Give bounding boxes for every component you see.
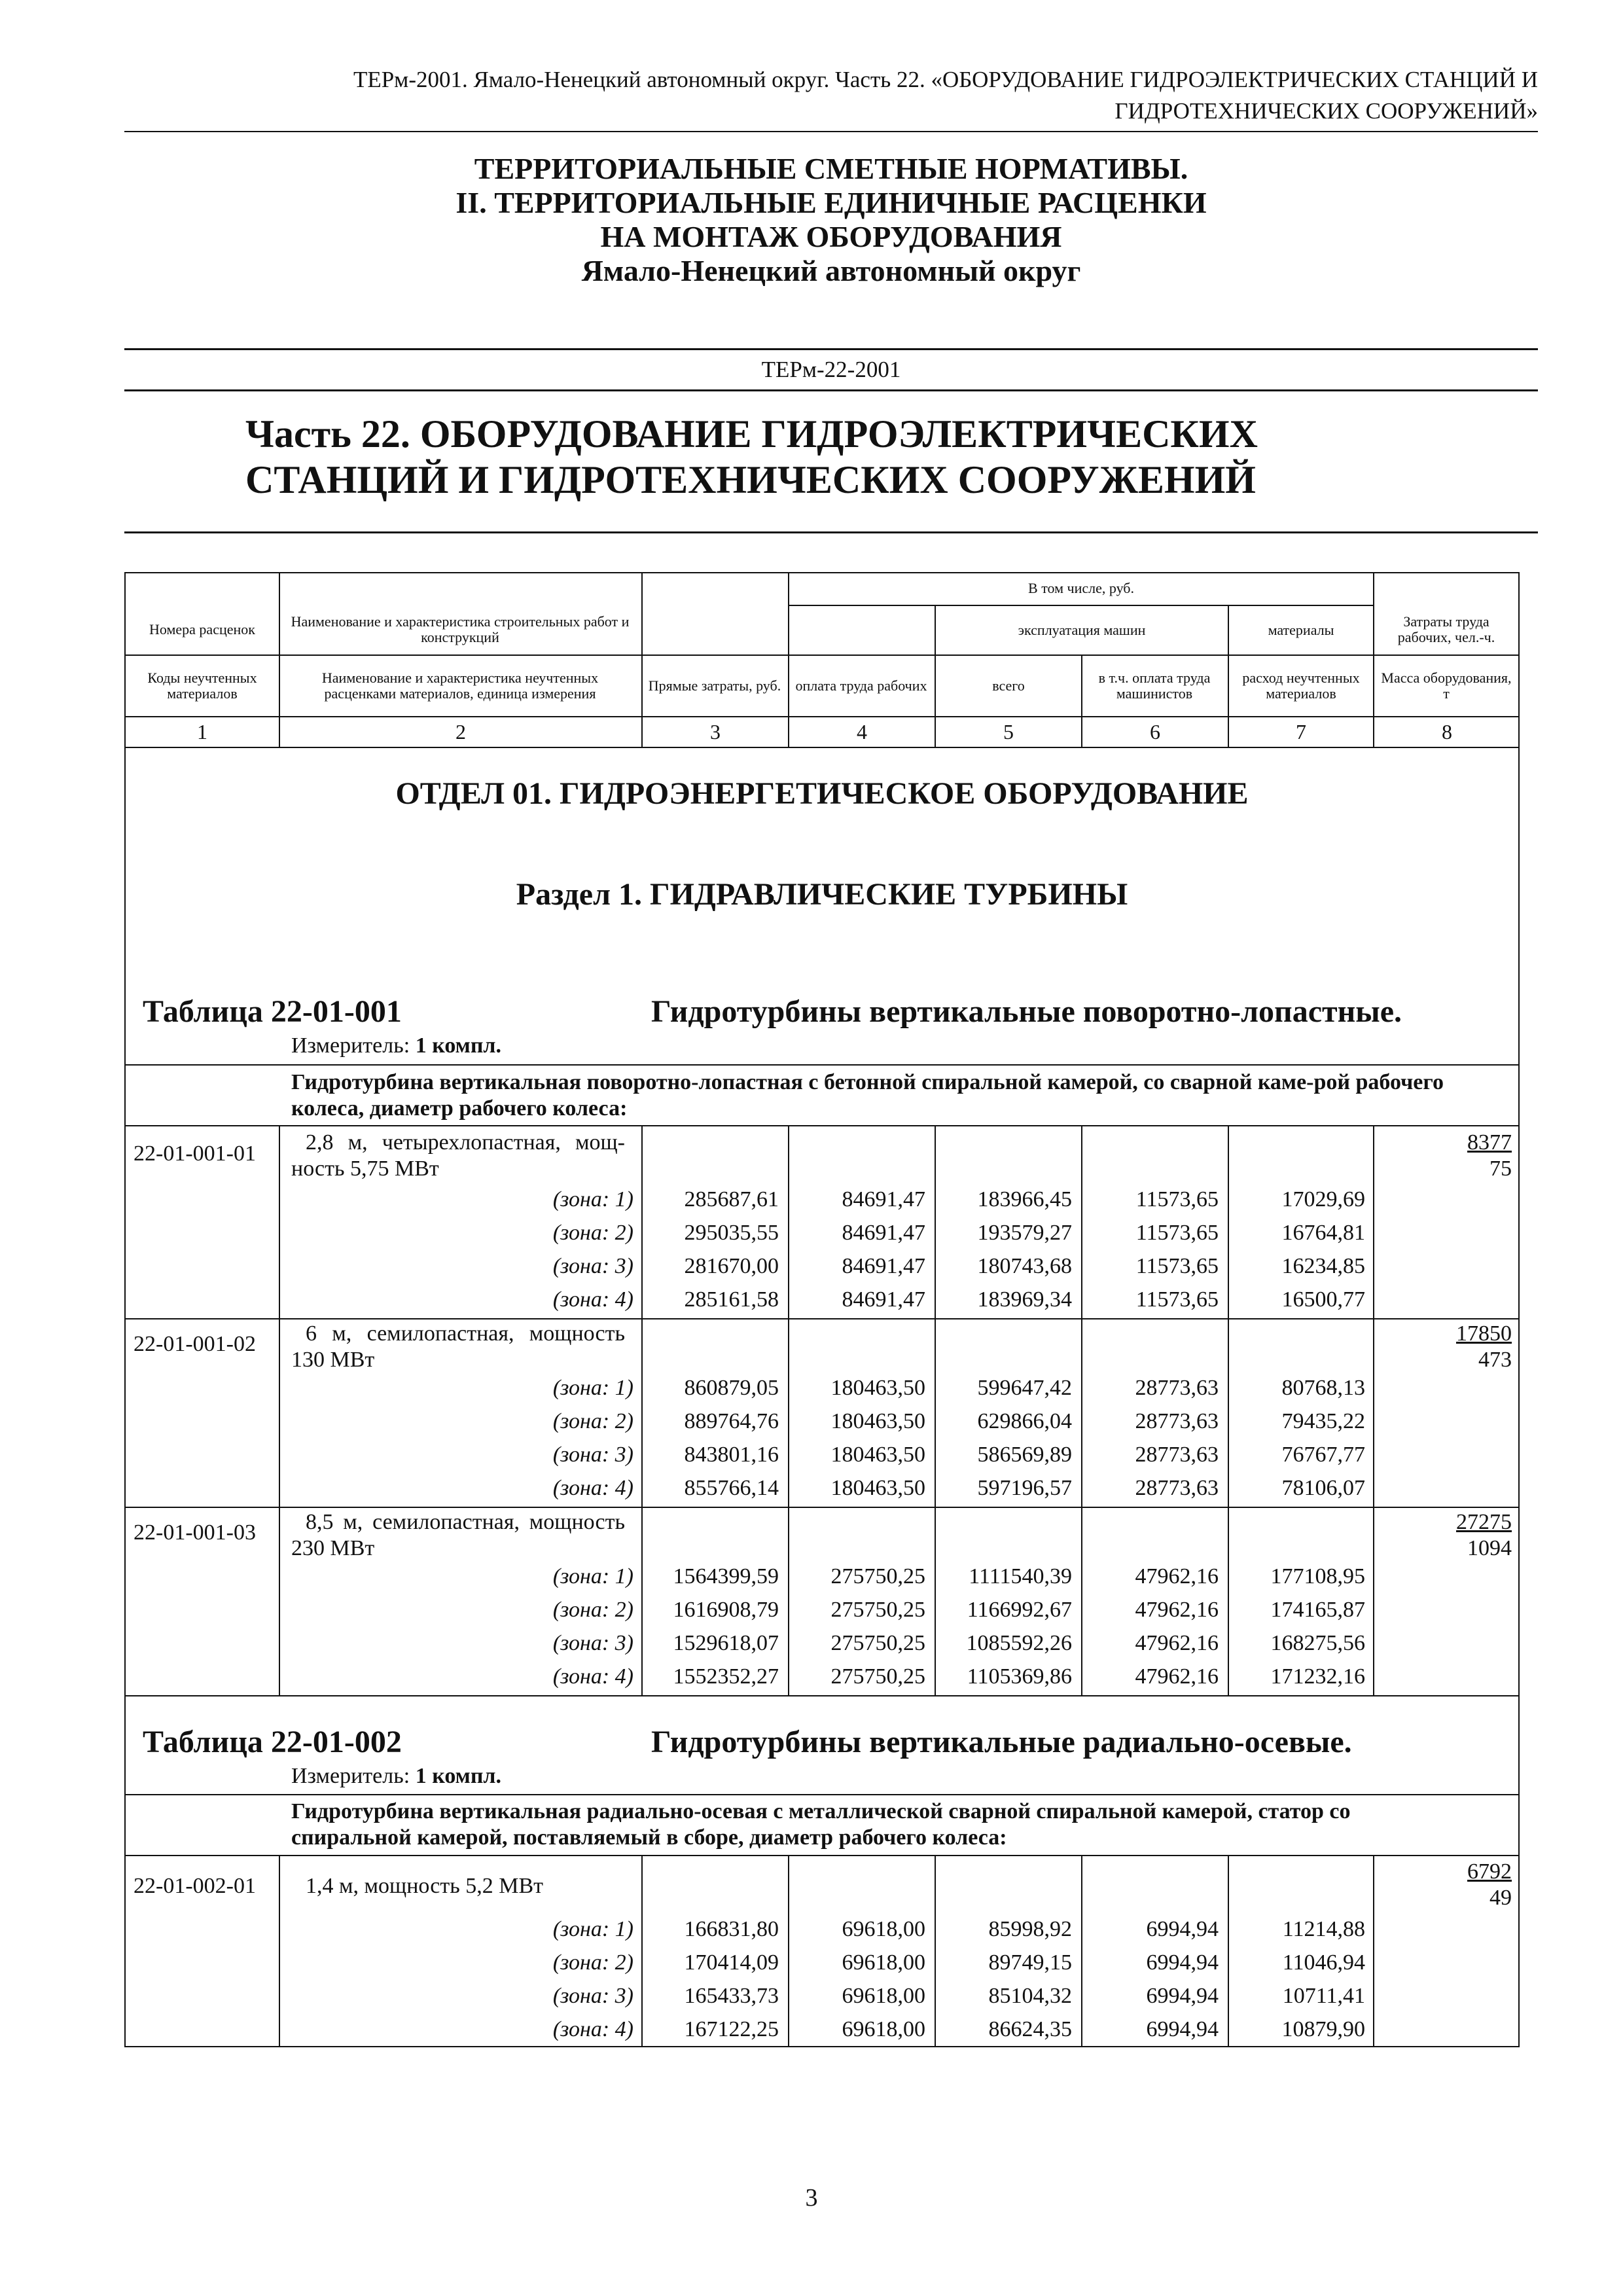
worker-wages: 180463,50 <box>830 1409 925 1433</box>
column-number: 7 <box>1296 720 1306 744</box>
equipment-mass: 1094 <box>1467 1536 1512 1560</box>
table-1-rule-top <box>124 1064 1520 1066</box>
material-costs: 16234,85 <box>1281 1254 1365 1278</box>
t1-col-divider-1 <box>279 1125 280 1695</box>
operator-wages: 28773,63 <box>1135 1409 1219 1433</box>
column-number: 8 <box>1442 720 1452 744</box>
zone-label: (зона: 4) <box>552 1287 633 1312</box>
document-code: ТЕРм-22-2001 <box>124 348 1538 391</box>
direct-costs: 1552352,27 <box>673 1664 779 1689</box>
operator-wages: 47962,16 <box>1135 1631 1219 1655</box>
zone-label: (зона: 3) <box>552 1631 633 1655</box>
worker-wages: 69618,00 <box>842 1950 925 1975</box>
rate-code: 22-01-001-02 <box>134 1332 256 1356</box>
table-2-rule-data <box>124 1855 1520 1856</box>
direct-costs: 165433,73 <box>684 1984 779 2008</box>
worker-wages: 69618,00 <box>842 2017 925 2041</box>
header-unaccounted-materials: расход неучтенных материалов <box>1242 670 1360 702</box>
worker-wages: 180463,50 <box>830 1476 925 1500</box>
worker-wages: 69618,00 <box>842 1984 925 2008</box>
material-costs: 11214,88 <box>1282 1917 1365 1941</box>
department-title: ОТДЕЛ 01. ГИДРОЭНЕРГЕТИЧЕСКОЕ ОБОРУДОВАНИЕ <box>395 776 1249 811</box>
header-machines: эксплуатация машин <box>1018 622 1146 638</box>
worker-wages: 275750,25 <box>830 1598 925 1622</box>
zone-label: (зона: 2) <box>552 1221 633 1245</box>
worker-wages: 84691,47 <box>842 1221 925 1245</box>
zone-label: (зона: 2) <box>552 1409 633 1433</box>
machine-costs: 1085592,26 <box>966 1631 1072 1655</box>
material-costs: 16764,81 <box>1281 1221 1365 1245</box>
t1-col-divider-5 <box>1081 1125 1082 1695</box>
operator-wages: 6994,94 <box>1146 2017 1219 2041</box>
header-worker-wages: оплата труда рабочих <box>795 677 927 694</box>
operator-wages: 47962,16 <box>1135 1598 1219 1622</box>
zone-label: (зона: 1) <box>552 1917 633 1941</box>
rate-code: 22-01-001-03 <box>134 1520 256 1545</box>
t2-col-divider-1 <box>279 1855 280 2047</box>
rate-code: 22-01-002-01 <box>134 1874 256 1898</box>
header-direct-costs: Прямые затраты, руб. <box>648 677 781 694</box>
zone-label: (зона: 1) <box>552 1376 633 1400</box>
direct-costs: 285687,61 <box>684 1187 779 1211</box>
worker-wages: 84691,47 <box>842 1254 925 1278</box>
material-costs: 177108,95 <box>1270 1564 1365 1588</box>
header-work-name: Наименование и характеристика строительных работ и конструкций <box>291 613 630 645</box>
direct-costs: 281670,00 <box>684 1254 779 1278</box>
machine-costs: 1166992,67 <box>967 1598 1072 1622</box>
meter-label: Измеритель: <box>291 1764 410 1788</box>
t2-col-divider-5 <box>1081 1855 1082 2047</box>
worker-wages: 275750,25 <box>830 1664 925 1689</box>
equipment-mass: 75 <box>1489 1157 1512 1181</box>
machine-costs: 599647,42 <box>977 1376 1072 1400</box>
material-costs: 78106,07 <box>1281 1476 1365 1500</box>
table-2-name: Гидротурбины вертикальные радиально-осевые. <box>651 1725 1352 1759</box>
direct-costs: 295035,55 <box>684 1221 779 1245</box>
document-title <box>124 152 1538 288</box>
equipment-mass: 473 <box>1478 1348 1512 1372</box>
part-title <box>245 411 1258 503</box>
meter-value: 1 компл. <box>415 1764 502 1788</box>
operator-wages: 28773,63 <box>1135 1476 1219 1500</box>
machine-costs: 1105369,86 <box>967 1664 1072 1689</box>
column-number: 2 <box>455 720 466 744</box>
page-number: 3 <box>805 2184 818 2212</box>
labor-costs: 17850 <box>1456 1321 1512 1346</box>
running-header-line-2: ГИДРОТЕХНИЧЕСКИХ СООРУЖЕНИЙ» <box>1115 98 1538 124</box>
direct-costs: 1564399,59 <box>673 1564 779 1588</box>
direct-costs: 166831,80 <box>684 1917 779 1941</box>
zone-label: (зона: 1) <box>552 1564 633 1588</box>
material-costs: 174165,87 <box>1270 1598 1365 1622</box>
column-number: 5 <box>1003 720 1014 744</box>
rate-name: 2,8 м, четырехлопастная, мощ-ность 5,75 МВт <box>291 1130 625 1181</box>
t1-row-rule-1 <box>124 1318 1520 1319</box>
operator-wages: 28773,63 <box>1135 1376 1219 1400</box>
machine-costs: 85998,92 <box>988 1917 1072 1941</box>
equipment-mass: 49 <box>1489 1886 1512 1910</box>
rate-name: 6 м, семилопастная, мощность 130 МВт <box>291 1321 625 1372</box>
column-number: 1 <box>197 720 207 744</box>
header-rate-number: Номера расценок <box>149 621 255 637</box>
operator-wages: 6994,94 <box>1146 1950 1219 1975</box>
title-line-3: НА МОНТАЖ ОБОРУДОВАНИЯ <box>600 220 1062 253</box>
zone-label: (зона: 4) <box>552 1476 633 1500</box>
t2-col-divider-4 <box>935 1855 936 2047</box>
running-header <box>124 64 1538 127</box>
header-materials: материалы <box>1268 622 1334 638</box>
material-costs: 10711,41 <box>1282 1984 1365 2008</box>
t1-col-divider-7 <box>1373 1125 1374 1695</box>
rate-code: 22-01-001-01 <box>134 1141 256 1166</box>
machine-costs: 586569,89 <box>977 1443 1072 1467</box>
material-costs: 17029,69 <box>1281 1187 1365 1211</box>
title-line-1: ТЕРРИТОРИАЛЬНЫЕ СМЕТНЫЕ НОРМАТИВЫ. <box>474 152 1188 185</box>
zone-label: (зона: 4) <box>552 2017 633 2041</box>
table-1-group-description: Гидротурбина вертикальная поворотно-лопастная с бетонной спиральной камерой, со сварной каме-рой рабочего колеса, диаметр рабочего колеса: <box>291 1070 1444 1121</box>
material-costs: 10879,90 <box>1281 2017 1365 2041</box>
material-costs: 79435,22 <box>1281 1409 1365 1433</box>
header-rule <box>124 131 1538 132</box>
labor-costs: 27275 <box>1456 1510 1512 1534</box>
table-2-id: Таблица 22-01-002 <box>143 1725 402 1759</box>
operator-wages: 47962,16 <box>1135 1664 1219 1689</box>
zone-label: (зона: 3) <box>552 1254 633 1278</box>
machine-costs: 85104,32 <box>988 1984 1072 2008</box>
labor-costs: 8377 <box>1467 1130 1512 1155</box>
meter-value: 1 компл. <box>415 1033 502 1058</box>
operator-wages: 11573,65 <box>1135 1221 1219 1245</box>
t1-col-divider-6 <box>1228 1125 1229 1695</box>
operator-wages: 47962,16 <box>1135 1564 1219 1588</box>
table-1-id: Таблица 22-01-001 <box>143 994 402 1029</box>
chapter-title: Раздел 1. ГИДРАВЛИЧЕСКИЕ ТУРБИНЫ <box>516 877 1128 912</box>
operator-wages: 11573,65 <box>1135 1187 1219 1211</box>
labor-and-mass <box>1374 1859 1512 1911</box>
table-2-meter <box>291 1763 501 1789</box>
table-1-meter <box>291 1033 501 1059</box>
meter-label: Измеритель: <box>291 1033 410 1058</box>
zone-label: (зона: 3) <box>552 1443 633 1467</box>
machine-costs: 86624,35 <box>988 2017 1072 2041</box>
direct-costs: 855766,14 <box>684 1476 779 1500</box>
t1-row-rule-2 <box>124 1507 1520 1508</box>
direct-costs: 285161,58 <box>684 1287 779 1312</box>
t1-col-divider-4 <box>935 1125 936 1695</box>
worker-wages: 180463,50 <box>830 1376 925 1400</box>
zone-label: (зона: 3) <box>552 1984 633 2008</box>
t2-col-divider-6 <box>1228 1855 1229 2047</box>
rate-name: 1,4 м, мощность 5,2 МВт <box>306 1874 543 1898</box>
header-equipment-mass: Масса оборудования, т <box>1381 670 1512 702</box>
column-number: 3 <box>710 720 721 744</box>
table-1-rule-data <box>124 1125 1520 1126</box>
worker-wages: 84691,47 <box>842 1287 925 1312</box>
worker-wages: 275750,25 <box>830 1631 925 1655</box>
machine-costs: 89749,15 <box>988 1950 1072 1975</box>
title-line-2: II. ТЕРРИТОРИАЛЬНЫЕ ЕДИНИЧНЫЕ РАСЦЕНКИ <box>455 186 1207 219</box>
table-2-rule-top <box>124 1794 1520 1795</box>
machine-costs: 629866,04 <box>977 1409 1072 1433</box>
operator-wages: 11573,65 <box>1135 1254 1219 1278</box>
header-operator-wages: в т.ч. оплата труда машинистов <box>1098 670 1211 702</box>
worker-wages: 69618,00 <box>842 1917 925 1941</box>
header-material-codes: Коды неучтенных материалов <box>147 670 257 702</box>
machine-costs: 597196,57 <box>977 1476 1072 1500</box>
direct-costs: 167122,25 <box>684 2017 779 2041</box>
operator-wages: 6994,94 <box>1146 1917 1219 1941</box>
worker-wages: 275750,25 <box>830 1564 925 1588</box>
material-costs: 168275,56 <box>1270 1631 1365 1655</box>
operator-wages: 11573,65 <box>1135 1287 1219 1312</box>
column-number: 4 <box>857 720 867 744</box>
labor-and-mass <box>1374 1130 1512 1182</box>
direct-costs: 860879,05 <box>684 1376 779 1400</box>
direct-costs: 889764,76 <box>684 1409 779 1433</box>
machine-costs: 183969,34 <box>977 1287 1072 1312</box>
t2-col-divider-2 <box>641 1855 643 2047</box>
part-rule <box>124 531 1538 533</box>
material-costs: 16500,77 <box>1281 1287 1365 1312</box>
direct-costs: 170414,09 <box>684 1950 779 1975</box>
worker-wages: 180463,50 <box>830 1443 925 1467</box>
labor-and-mass <box>1374 1509 1512 1562</box>
direct-costs: 843801,16 <box>684 1443 779 1467</box>
t1-row-rule-3 <box>124 1695 1520 1696</box>
t1-col-divider-2 <box>641 1125 643 1695</box>
t2-col-divider-3 <box>788 1855 789 2047</box>
material-costs: 76767,77 <box>1281 1443 1365 1467</box>
table-2-group-description: Гидротурбина вертикальная радиально-осевая с металлической сварной спиральной камерой, статор со спиральной камерой, поставляемый в сборе, диаметр рабочего колеса: <box>291 1799 1351 1850</box>
rate-name: 8,5 м, семилопастная, мощность 230 МВт <box>291 1510 625 1560</box>
machine-costs: 1111540,39 <box>969 1564 1072 1588</box>
table-1-name: Гидротурбины вертикальные поворотно-лопастные. <box>651 994 1402 1029</box>
material-costs: 11046,94 <box>1282 1950 1365 1975</box>
labor-costs: 6792 <box>1467 1859 1512 1884</box>
zone-label: (зона: 2) <box>552 1598 633 1622</box>
header-labor-costs: Затраты труда рабочих, чел.-ч. <box>1397 613 1495 645</box>
running-header-line-1: ТЕРм-2001. Ямало-Ненецкий автономный округ. Часть 22. «ОБОРУДОВАНИЕ ГИДРОЭЛЕКТРИЧЕСКИХ СТАНЦИЙ И <box>353 67 1538 92</box>
header-including: В том числе, руб. <box>1028 580 1134 596</box>
material-costs: 80768,13 <box>1281 1376 1365 1400</box>
worker-wages: 84691,47 <box>842 1187 925 1211</box>
header-machines-total: всего <box>992 677 1025 694</box>
operator-wages: 6994,94 <box>1146 1984 1219 2008</box>
machine-costs: 180743,68 <box>977 1254 1072 1278</box>
operator-wages: 28773,63 <box>1135 1443 1219 1467</box>
material-costs: 171232,16 <box>1270 1664 1365 1689</box>
machine-costs: 193579,27 <box>977 1221 1072 1245</box>
zone-label: (зона: 4) <box>552 1664 633 1689</box>
direct-costs: 1616908,79 <box>673 1598 779 1622</box>
labor-and-mass <box>1374 1321 1512 1373</box>
t1-col-divider-3 <box>788 1125 789 1695</box>
direct-costs: 1529618,07 <box>673 1631 779 1655</box>
header-material-name: Наименование и характеристика неучтенных расценками материалов, единица измерения <box>321 670 599 702</box>
column-number: 6 <box>1150 720 1160 744</box>
part-title-line-2: СТАНЦИЙ И ГИДРОТЕХНИЧЕСКИХ СООРУЖЕНИЙ <box>245 458 1256 501</box>
machine-costs: 183966,45 <box>977 1187 1072 1211</box>
part-title-line-1: Часть 22. ОБОРУДОВАНИЕ ГИДРОЭЛЕКТРИЧЕСКИХ <box>245 412 1258 456</box>
title-line-4: Ямало-Ненецкий автономный округ <box>581 254 1081 287</box>
zone-label: (зона: 1) <box>552 1187 633 1211</box>
zone-label: (зона: 2) <box>552 1950 633 1975</box>
